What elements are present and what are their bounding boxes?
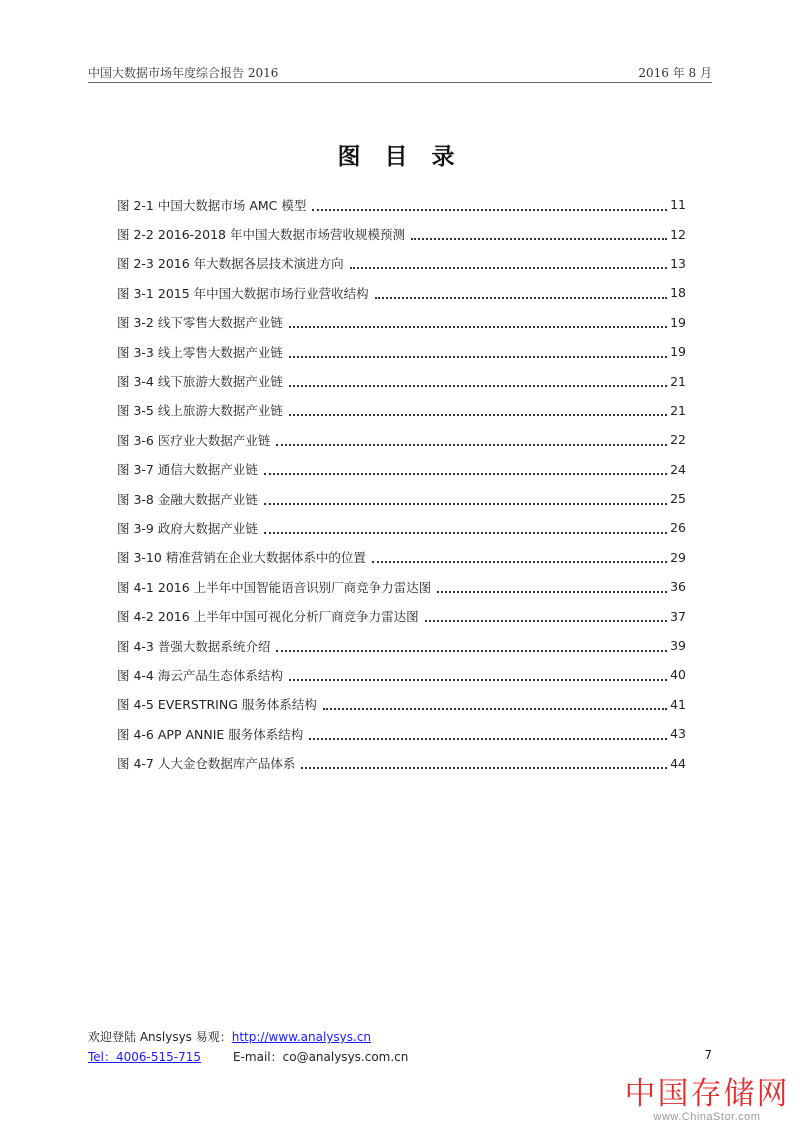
toc-entry[interactable] (117, 337, 686, 366)
footer-welcome (88, 1028, 371, 1045)
toc-entry-label: 图 2-3 2016 年大数据各层技术演进方向 (117, 256, 344, 272)
toc-entry-page: 43 (670, 726, 686, 742)
toc-entry[interactable] (117, 219, 686, 248)
toc-entry-label: 图 3-10 精准营销在企业大数据体系中的位置 (117, 550, 366, 566)
toc-entry-label: 图 3-3 线上零售大数据产业链 (117, 344, 283, 360)
email-text: E-mail：co@analysys.com.cn (233, 1050, 409, 1064)
page-number: 7 (704, 1048, 712, 1062)
figure-list (117, 190, 686, 778)
toc-entry-label: 图 3-6 医疗业大数据产业链 (117, 432, 271, 448)
toc-dot-leader (372, 549, 667, 563)
toc-entry-page: 25 (670, 491, 686, 507)
toc-entry[interactable] (117, 543, 686, 572)
toc-entry-page: 21 (670, 402, 686, 418)
toc-dot-leader (264, 491, 667, 505)
toc-entry[interactable] (117, 748, 686, 777)
toc-entry-page: 12 (670, 226, 686, 242)
toc-entry-label: 图 2-2 2016-2018 年中国大数据市场营收规模预测 (117, 227, 405, 243)
toc-entry-label: 图 2-1 中国大数据市场 AMC 模型 (117, 197, 307, 213)
toc-entry[interactable] (117, 690, 686, 719)
toc-entry[interactable] (117, 455, 686, 484)
toc-dot-leader (309, 726, 667, 740)
toc-dot-leader (289, 344, 667, 358)
toc-entry-page: 44 (670, 755, 686, 771)
toc-entry[interactable] (117, 308, 686, 337)
toc-dot-leader (276, 432, 667, 446)
toc-entry-page: 21 (670, 373, 686, 389)
toc-entry-page: 36 (670, 579, 686, 595)
toc-dot-leader (312, 197, 667, 211)
toc-entry-label: 图 3-2 线下零售大数据产业链 (117, 315, 283, 331)
toc-entry-page: 18 (670, 285, 686, 301)
toc-dot-leader (375, 285, 667, 299)
toc-entry-page: 19 (670, 314, 686, 330)
toc-entry-label: 图 4-6 APP ANNIE 服务体系结构 (117, 726, 304, 742)
toc-entry-label: 图 4-7 人大金仓数据库产品体系 (117, 756, 296, 772)
toc-dot-leader (411, 226, 667, 240)
toc-entry[interactable] (117, 631, 686, 660)
toc-entry[interactable] (117, 572, 686, 601)
phone-link[interactable]: Tel：4006-515-715 (88, 1050, 202, 1064)
header-divider (88, 82, 712, 83)
toc-entry-page: 19 (670, 344, 686, 360)
toc-entry-page: 11 (670, 197, 686, 213)
toc-dot-leader (264, 461, 667, 475)
toc-dot-leader (289, 667, 667, 681)
footer-contact (88, 1048, 712, 1066)
report-date-header: 2016 年 8 月 (638, 66, 712, 80)
toc-entry-page: 24 (670, 461, 686, 477)
toc-entry[interactable] (117, 366, 686, 395)
toc-entry-page: 40 (670, 667, 686, 683)
toc-dot-leader (301, 755, 667, 769)
toc-entry-label: 图 3-8 金融大数据产业链 (117, 491, 258, 507)
toc-dot-leader (264, 520, 667, 534)
toc-entry-page: 39 (670, 638, 686, 654)
toc-entry[interactable] (117, 719, 686, 748)
toc-entry-page: 29 (670, 549, 686, 565)
toc-entry-label: 图 4-1 2016 上半年中国智能语音识别厂商竞争力雷达图 (117, 579, 432, 595)
toc-dot-leader (289, 402, 667, 416)
toc-entry-label: 图 4-3 普强大数据系统介绍 (117, 638, 271, 654)
toc-entry[interactable] (117, 484, 686, 513)
page-header (88, 64, 712, 82)
toc-entry[interactable] (117, 660, 686, 689)
watermark-url: www.ChinaStor.com (653, 1111, 761, 1123)
toc-entry-page: 37 (670, 608, 686, 624)
toc-entry-label: 图 3-5 线上旅游大数据产业链 (117, 403, 283, 419)
toc-entry-label: 图 3-9 政府大数据产业链 (117, 520, 258, 536)
toc-entry-label: 图 3-7 通信大数据产业链 (117, 462, 258, 478)
toc-entry[interactable] (117, 601, 686, 630)
toc-entry[interactable] (117, 425, 686, 454)
toc-entry-label: 图 3-4 线下旅游大数据产业链 (117, 374, 283, 390)
toc-entry[interactable] (117, 396, 686, 425)
footer-welcome-text: 欢迎登陆 Anslysys 易观： (88, 1030, 232, 1044)
page-title: 图 目 录 (337, 144, 463, 170)
toc-entry[interactable] (117, 249, 686, 278)
toc-entry-label: 图 4-4 海云产品生态体系结构 (117, 667, 283, 683)
toc-dot-leader (425, 608, 667, 622)
watermark-brand: 中国存储网 (624, 1076, 790, 1112)
toc-dot-leader (289, 373, 667, 387)
toc-dot-leader (323, 696, 667, 710)
toc-dot-leader (350, 255, 667, 269)
toc-dot-leader (289, 314, 667, 328)
watermark-logo (622, 1077, 792, 1123)
toc-entry-label: 图 4-2 2016 上半年中国可视化分析厂商竞争力雷达图 (117, 609, 419, 625)
toc-dot-leader (437, 579, 667, 593)
toc-entry[interactable] (117, 513, 686, 542)
website-link[interactable]: http://www.analysys.cn (231, 1030, 372, 1044)
toc-entry-label: 图 4-5 EVERSTRING 服务体系结构 (117, 697, 317, 713)
toc-entry-page: 26 (670, 520, 686, 536)
toc-entry-page: 22 (670, 432, 686, 448)
toc-entry[interactable] (117, 278, 686, 307)
toc-entry-label: 图 3-1 2015 年中国大数据市场行业营收结构 (117, 285, 369, 301)
toc-entry-page: 13 (670, 255, 686, 271)
toc-entry[interactable] (117, 190, 686, 219)
report-title-header: 中国大数据市场年度综合报告 2016 (88, 66, 279, 80)
toc-entry-page: 41 (670, 696, 686, 712)
toc-dot-leader (276, 638, 667, 652)
